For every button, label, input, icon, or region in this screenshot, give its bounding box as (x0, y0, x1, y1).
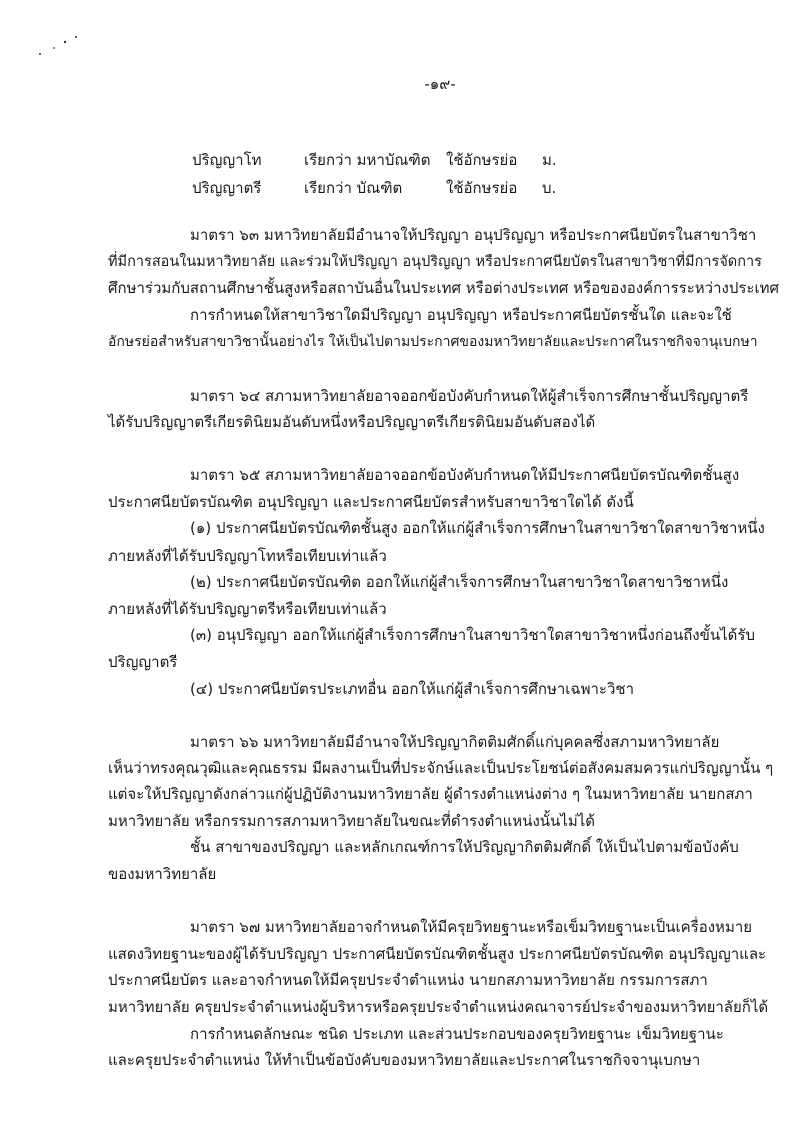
text-line: มหาวิทยาลัย ครุยประจำตำแหน่งผู้บริหารหรือครุยประจำตำแหน่งคณาจารย์ประจำของมหาวิทยาลัยก็ได้ (108, 998, 769, 1016)
degree-called: เรียกว่า มหาบัณฑิต (304, 151, 431, 169)
text-line: ประกาศนียบัตร และอาจกำหนดให้มีครุยประจำตำแหน่ง นายกสภามหาวิทยาลัย กรรมการสภา (108, 971, 708, 989)
text-line: แต่จะให้ปริญญาดังกล่าวแก่ผู้ปฏิบัติงานมหาวิทยาลัย ผู้ดำรงตำแหน่งต่าง ๆ ในมหาวิทยาลัย นายกสภา (108, 785, 753, 803)
degree-abbr-label: ใช้อักษรย่อ (446, 179, 518, 197)
degree-name: ปริญญาโท (192, 151, 262, 169)
text-line: อักษรย่อสำหรับสาขาวิชานั้นอย่างไร ให้เป็นไปตามประกาศของมหาวิทยาลัยและประกาศในราชกิจจานุเบกษา (108, 334, 758, 350)
text-line: (๒) ประกาศนียบัตรบัณฑิต ออกให้แก่ผู้สำเร็จการศึกษาในสาขาวิชาใดสาขาวิชาหนึ่ง (190, 573, 729, 591)
text-line: มาตรา ๖๔ สภามหาวิทยาลัยอาจออกข้อบังคับกำหนดให้ผู้สำเร็จการศึกษาชั้นปริญญาตรี (190, 387, 749, 405)
text-line: และครุยประจำตำแหน่ง ให้ทำเป็นข้อบังคับของมหาวิทยาลัยและประกาศในราชกิจจานุเบกษา (108, 1051, 701, 1069)
text-line: มาตรา ๖๖ มหาวิทยาลัยมีอำนาจให้ปริญญากิตติมศักดิ์แก่บุคคลซึ่งสภามหาวิทยาลัย (190, 733, 720, 751)
text-line: มาตรา ๖๗ มหาวิทยาลัยอาจกำหนดให้มีครุยวิทยฐานะหรือเข็มวิทยฐานะเป็นเครื่องหมาย (190, 918, 753, 936)
degree-abbr-label: ใช้อักษรย่อ (446, 151, 518, 169)
degree-abbr: บ. (542, 179, 557, 197)
text-line: ภายหลังที่ได้รับปริญญาโทหรือเทียบเท่าแล้ว (108, 547, 387, 565)
text-line: แสดงวิทยฐานะของผู้ได้รับปริญญา ประกาศนียบัตรบัณฑิตชั้นสูง ประกาศนียบัตรบัณฑิต อนุปริญญาและ (108, 945, 767, 963)
text-line: ปริญญาตรี (108, 653, 178, 671)
scan-specks (36, 34, 86, 64)
text-line: มาตรา ๖๓ มหาวิทยาลัยมีอำนาจให้ปริญญา อนุปริญญา หรือประกาศนียบัตรในสาขาวิชา (190, 226, 757, 244)
degree-name: ปริญญาตรี (192, 179, 262, 197)
text-line: (๓) อนุปริญญา ออกให้แก่ผู้สำเร็จการศึกษาในสาขาวิชาใดสาขาวิชาหนึ่งก่อนถึงขั้นได้รับ (190, 626, 755, 644)
text-line: มาตรา ๖๕ สภามหาวิทยาลัยอาจออกข้อบังคับกำหนดให้มีประกาศนียบัตรบัณฑิตชั้นสูง (190, 466, 740, 484)
text-line: (๔) ประกาศนียบัตรประเภทอื่น ออกให้แก่ผู้สำเร็จการศึกษาเฉพาะวิชา (190, 680, 635, 698)
text-line: การกำหนดลักษณะ ชนิด ประเภท และส่วนประกอบของครุยวิทยฐานะ เข็มวิทยฐานะ (190, 1025, 724, 1043)
text-line: ได้รับปริญญาตรีเกียรตินิยมอันดับหนึ่งหรือปริญญาตรีเกียรตินิยมอันดับสองได้ (108, 413, 596, 431)
page-number: -๑๙- (424, 75, 456, 93)
degree-called: เรียกว่า บัณฑิต (304, 179, 403, 197)
text-line: เห็นว่าทรงคุณวุฒิและคุณธรรม มีผลงานเป็นที่ประจักษ์และเป็นประโยชน์ต่อสังคมสมควรแก่ปริญญานั้น ๆ (108, 759, 774, 777)
text-line: มหาวิทยาลัย หรือกรรมการสภามหาวิทยาลัยในขณะที่ดำรงตำแหน่งนั้นไม่ได้ (108, 812, 595, 830)
text-line: (๑) ประกาศนียบัตรบัณฑิตชั้นสูง ออกให้แก่ผู้สำเร็จการศึกษาในสาขาวิชาใดสาขาวิชาหนึ่ง (190, 519, 765, 537)
degree-abbr: ม. (542, 151, 557, 169)
text-line: ชั้น สาขาของปริญญา และหลักเกณฑ์การให้ปริญญากิตติมศักดิ์ ให้เป็นไปตามข้อบังคับ (190, 838, 739, 856)
text-line: ของมหาวิทยาลัย (108, 865, 217, 883)
text-line: การกำหนดให้สาขาวิชาใดมีปริญญา อนุปริญญา หรือประกาศนียบัตรชั้นใด และจะใช้ (190, 306, 732, 324)
text-line: ภายหลังที่ได้รับปริญญาตรีหรือเทียบเท่าแล้ว (108, 600, 387, 618)
text-line: ศึกษาร่วมกับสถานศึกษาชั้นสูงหรือสถาบันอื่นในประเทศ หรือต่างประเทศ หรือขององค์การระหว่างประเทศ (108, 279, 779, 297)
text-line: ที่มีการสอนในมหาวิทยาลัย และร่วมให้ปริญญา อนุปริญญา หรือประกาศนียบัตรในสาขาวิชาที่มีการจัดการ (108, 254, 762, 270)
text-line: ประกาศนียบัตรบัณฑิต อนุปริญญา และประกาศนียบัตรสำหรับสาขาวิชาใดได้ ดังนี้ (108, 493, 634, 511)
